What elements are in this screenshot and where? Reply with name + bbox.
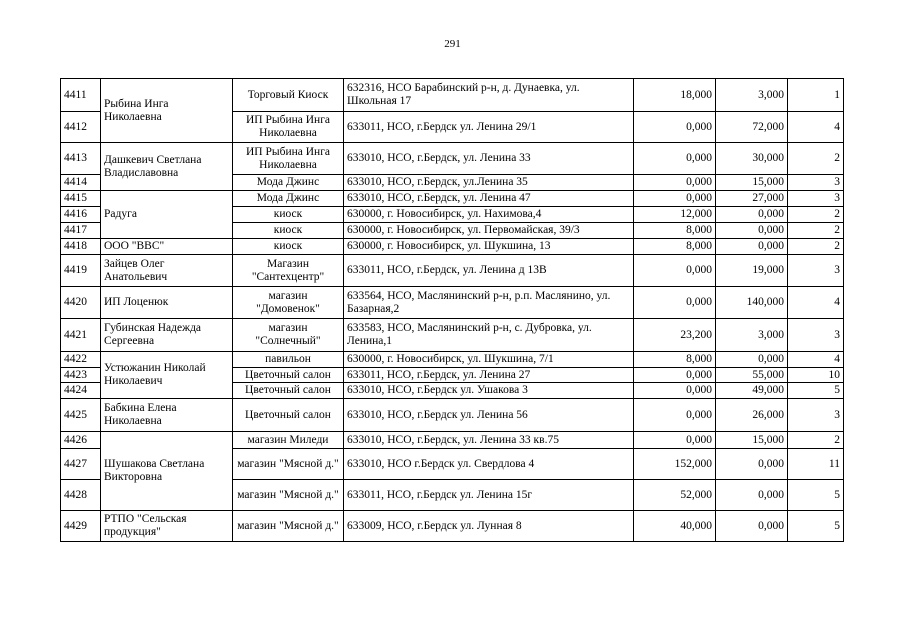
value-2: 55,000 — [716, 368, 788, 383]
object-address: 633564, НСО, Маслянинский р-н, р.п. Маслянино, ул. Базарная,2 — [344, 287, 634, 319]
record-number: 4424 — [61, 383, 101, 399]
owner-name: Дашкевич Светлана Владиславовна — [101, 143, 233, 191]
value-2: 3,000 — [716, 319, 788, 352]
object-address: 633010, НСО, г.Бердск, ул. Ленина 47 — [344, 191, 634, 207]
object-type: Торговый Киоск — [233, 79, 344, 112]
value-1: 23,200 — [634, 319, 716, 352]
value-1: 40,000 — [634, 511, 716, 542]
object-type: киоск — [233, 223, 344, 239]
record-number: 4421 — [61, 319, 101, 352]
registry-table-body — [61, 79, 844, 542]
value-1: 0,000 — [634, 432, 716, 449]
value-2: 26,000 — [716, 399, 788, 432]
value-1: 18,000 — [634, 79, 716, 112]
value-1: 0,000 — [634, 368, 716, 383]
value-1: 0,000 — [634, 112, 716, 143]
owner-name: Зайцев Олег Анатольевич — [101, 255, 233, 287]
object-type: Цветочный салон — [233, 399, 344, 432]
value-3: 2 — [788, 143, 844, 175]
value-2: 0,000 — [716, 207, 788, 223]
value-2: 0,000 — [716, 480, 788, 511]
object-address: 630000, г. Новосибирск, ул. Шукшина, 7/1 — [344, 352, 634, 368]
value-3: 5 — [788, 383, 844, 399]
object-address: 633011, НСО, г.Бердск ул. Ленина 29/1 — [344, 112, 634, 143]
record-number: 4415 — [61, 191, 101, 207]
value-3: 2 — [788, 207, 844, 223]
object-address: 633010, НСО, г.Бердск, ул. Ленина 33 — [344, 143, 634, 175]
table-row — [61, 143, 844, 175]
value-3: 3 — [788, 175, 844, 191]
record-number: 4426 — [61, 432, 101, 449]
record-number: 4411 — [61, 79, 101, 112]
object-address: 633009, НСО, г.Бердск ул. Лунная 8 — [344, 511, 634, 542]
object-address: 630000, г. Новосибирск, ул. Шукшина, 13 — [344, 239, 634, 255]
object-address: 633011, НСО, г.Бердск, ул. Ленина 27 — [344, 368, 634, 383]
table-row — [61, 319, 844, 352]
value-3: 2 — [788, 239, 844, 255]
object-type: киоск — [233, 207, 344, 223]
value-1: 0,000 — [634, 383, 716, 399]
value-3: 5 — [788, 511, 844, 542]
value-2: 72,000 — [716, 112, 788, 143]
value-3: 3 — [788, 319, 844, 352]
value-2: 15,000 — [716, 175, 788, 191]
value-2: 15,000 — [716, 432, 788, 449]
value-2: 0,000 — [716, 352, 788, 368]
object-address: 633583, НСО, Маслянинский р-н, с. Дубровка, ул. Ленина,1 — [344, 319, 634, 352]
object-type: Мода Джинс — [233, 191, 344, 207]
owner-name: Бабкина Елена Николаевна — [101, 399, 233, 432]
value-1: 8,000 — [634, 223, 716, 239]
value-2: 19,000 — [716, 255, 788, 287]
table-row — [61, 191, 844, 207]
owner-name: РТПО "Сельская продукция" — [101, 511, 233, 542]
owner-name: Шушакова Светлана Викторовна — [101, 432, 233, 511]
value-3: 4 — [788, 112, 844, 143]
object-type: магазин "Домовенок" — [233, 287, 344, 319]
record-number: 4427 — [61, 449, 101, 480]
object-address: 633010, НСО г.Бердск ул. Свердлова 4 — [344, 449, 634, 480]
value-2: 49,000 — [716, 383, 788, 399]
object-type: магазин "Солнечный" — [233, 319, 344, 352]
value-3: 11 — [788, 449, 844, 480]
table-row — [61, 511, 844, 542]
value-3: 5 — [788, 480, 844, 511]
value-1: 0,000 — [634, 143, 716, 175]
value-3: 3 — [788, 191, 844, 207]
value-1: 0,000 — [634, 191, 716, 207]
object-type: магазин "Мясной д." — [233, 480, 344, 511]
table-row — [61, 352, 844, 368]
record-number: 4422 — [61, 352, 101, 368]
registry-table — [60, 78, 844, 542]
value-2: 3,000 — [716, 79, 788, 112]
table-row — [61, 255, 844, 287]
value-3: 2 — [788, 223, 844, 239]
record-number: 4413 — [61, 143, 101, 175]
record-number: 4418 — [61, 239, 101, 255]
owner-name: ИП Лоценюк — [101, 287, 233, 319]
value-1: 8,000 — [634, 352, 716, 368]
value-2: 0,000 — [716, 223, 788, 239]
page-number: 291 — [444, 38, 461, 50]
value-1: 0,000 — [634, 255, 716, 287]
object-type: Цветочный салон — [233, 383, 344, 399]
value-2: 0,000 — [716, 449, 788, 480]
value-1: 52,000 — [634, 480, 716, 511]
object-type: Магазин "Сантехцентр" — [233, 255, 344, 287]
value-3: 10 — [788, 368, 844, 383]
record-number: 4425 — [61, 399, 101, 432]
value-1: 12,000 — [634, 207, 716, 223]
object-type: магазин Миледи — [233, 432, 344, 449]
value-2: 30,000 — [716, 143, 788, 175]
object-type: магазин "Мясной д." — [233, 449, 344, 480]
record-number: 4416 — [61, 207, 101, 223]
object-address: 630000, г. Новосибирск, ул. Первомайская, 39/3 — [344, 223, 634, 239]
value-3: 3 — [788, 255, 844, 287]
value-2: 140,000 — [716, 287, 788, 319]
record-number: 4423 — [61, 368, 101, 383]
object-type: киоск — [233, 239, 344, 255]
record-number: 4417 — [61, 223, 101, 239]
value-2: 0,000 — [716, 511, 788, 542]
table-row — [61, 399, 844, 432]
value-2: 27,000 — [716, 191, 788, 207]
object-address: 633011, НСО, г.Бердск, ул. Ленина д 13В — [344, 255, 634, 287]
object-type: Цветочный салон — [233, 368, 344, 383]
object-address: 630000, г. Новосибирск, ул. Нахимова,4 — [344, 207, 634, 223]
value-1: 0,000 — [634, 399, 716, 432]
owner-name: ООО "ВВС" — [101, 239, 233, 255]
object-address: 633010, НСО, г.Бердск ул. Ушакова 3 — [344, 383, 634, 399]
owner-name: Рыбина Инга Николаевна — [101, 79, 233, 143]
object-type: ИП Рыбина Инга Николаевна — [233, 112, 344, 143]
object-type: павильон — [233, 352, 344, 368]
value-3: 4 — [788, 352, 844, 368]
record-number: 4429 — [61, 511, 101, 542]
object-type: Мода Джинс — [233, 175, 344, 191]
value-1: 8,000 — [634, 239, 716, 255]
value-2: 0,000 — [716, 239, 788, 255]
value-1: 152,000 — [634, 449, 716, 480]
object-type: магазин "Мясной д." — [233, 511, 344, 542]
table-row — [61, 79, 844, 112]
object-address: 633011, НСО, г.Бердск ул. Ленина 15г — [344, 480, 634, 511]
value-3: 4 — [788, 287, 844, 319]
record-number: 4428 — [61, 480, 101, 511]
value-3: 1 — [788, 79, 844, 112]
owner-name: Радуга — [101, 191, 233, 239]
record-number: 4419 — [61, 255, 101, 287]
table-row — [61, 432, 844, 449]
record-number: 4414 — [61, 175, 101, 191]
value-3: 3 — [788, 399, 844, 432]
object-address: 633010, НСО, г.Бердск, ул.Ленина 35 — [344, 175, 634, 191]
value-1: 0,000 — [634, 175, 716, 191]
table-row — [61, 287, 844, 319]
record-number: 4420 — [61, 287, 101, 319]
value-3: 2 — [788, 432, 844, 449]
owner-name: Устюжанин Николай Николаевич — [101, 352, 233, 399]
object-address: 633010, НСО, г.Бердск, ул. Ленина 33 кв.75 — [344, 432, 634, 449]
record-number: 4412 — [61, 112, 101, 143]
owner-name: Губинская Надежда Сергеевна — [101, 319, 233, 352]
object-type: ИП Рыбина Инга Николаевна — [233, 143, 344, 175]
object-address: 632316, НСО Барабинский р-н, д. Дунаевка, ул. Школьная 17 — [344, 79, 634, 112]
value-1: 0,000 — [634, 287, 716, 319]
object-address: 633010, НСО, г.Бердск ул. Ленина 56 — [344, 399, 634, 432]
table-row — [61, 239, 844, 255]
